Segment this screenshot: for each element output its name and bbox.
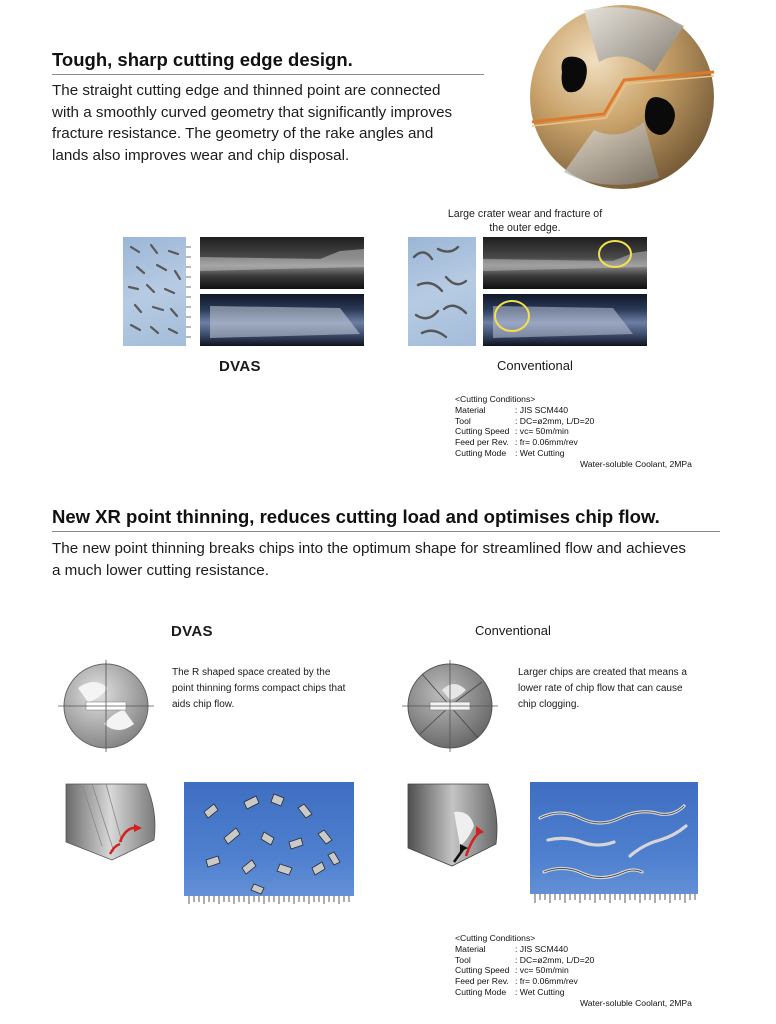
cutting-edge-description (52, 80, 492, 166)
text-line: aids chip flow. (172, 699, 235, 710)
condition-key (455, 998, 515, 1009)
condition-key: Tool (455, 415, 471, 426)
conditions-title: <Cutting Conditions> (455, 933, 536, 943)
condition-value: : JIS SCM440 (515, 943, 569, 954)
drill-end-view-image (524, 2, 720, 192)
text-line: lands also improves wear and chip disposal. (52, 146, 350, 164)
conventional-large-chips-photo (530, 782, 698, 908)
text-line: a much lower cutting resistance. (52, 561, 269, 579)
conventional-drill-side-view (404, 782, 500, 868)
condition-key: Material (455, 943, 486, 954)
text-line: The R shaped space created by the (172, 667, 331, 678)
condition-key (455, 459, 515, 470)
dvas-chip-description (172, 665, 372, 713)
cutting-conditions-table (455, 394, 692, 470)
condition-row (455, 976, 692, 987)
condition-key: Feed per Rev. (455, 976, 509, 987)
dvas-drill-side-view (62, 782, 158, 862)
dvas-edge-photo-bottom (200, 294, 364, 346)
heading-divider (52, 74, 484, 75)
condition-row (455, 987, 692, 998)
dvas-edge-photo-top (200, 237, 364, 289)
text-line: Larger chips are created that means a (518, 667, 687, 678)
cutting-conditions-table (455, 933, 692, 1009)
condition-value: : vc= 50m/min (515, 965, 569, 976)
condition-value: : vc= 50m/min (515, 426, 569, 437)
text-line: fracture resistance. The geometry of the rake angles and (52, 125, 434, 142)
conventional-edge-photo-bottom (483, 294, 647, 346)
dvas-chips-photo (123, 237, 191, 346)
conventional-chips-photo (408, 237, 476, 346)
text-line: the outer edge. (489, 222, 561, 234)
condition-key: Cutting Mode (455, 986, 507, 997)
condition-key: Feed per Rev. (455, 437, 509, 448)
dvas-compact-chips-photo (184, 782, 354, 908)
condition-value: : fr= 0.06mm/rev (515, 437, 578, 448)
condition-value: : DC=ø2mm, L/D=20 (515, 415, 595, 426)
condition-row (455, 965, 692, 976)
condition-key: Material (455, 404, 486, 415)
condition-value: : JIS SCM440 (515, 404, 569, 415)
label-conventional: Conventional (475, 623, 551, 638)
condition-value: : DC=ø2mm, L/D=20 (515, 954, 595, 965)
condition-key: Cutting Mode (455, 447, 507, 458)
condition-row (455, 416, 692, 427)
condition-value: Water-soluble Coolant, 2MPa (580, 997, 692, 1008)
condition-row (455, 998, 692, 1009)
condition-value: : Wet Cutting (515, 447, 565, 458)
conventional-point-diagram (402, 660, 498, 752)
wear-callout (430, 207, 620, 235)
text-line: The straight cutting edge and thinned point are connected (52, 82, 441, 99)
condition-row (455, 405, 692, 416)
xr-thinning-description (52, 538, 742, 581)
heading-divider (52, 531, 720, 532)
conditions-title: <Cutting Conditions> (455, 394, 536, 404)
text-line: point thinning forms compact chips that (172, 683, 346, 694)
condition-value: : Wet Cutting (515, 986, 565, 997)
dvas-point-thinning-diagram (58, 660, 154, 752)
condition-row (455, 448, 692, 459)
condition-key: Tool (455, 954, 471, 965)
conventional-chip-description (518, 665, 718, 713)
condition-row (455, 437, 692, 448)
label-conventional: Conventional (497, 358, 573, 373)
text-line: with a smoothly curved geometry that significantly improves (52, 103, 453, 121)
text-line: lower rate of chip flow that can cause (518, 683, 683, 694)
section-heading-xr-thinning: New XR point thinning, reduces cutting load and optimises chip flow. (52, 506, 660, 527)
text-line: The new point thinning breaks chips into the optimum shape for streamlined flow and achieves (52, 540, 687, 557)
condition-value: : fr= 0.06mm/rev (515, 976, 578, 987)
condition-key: Cutting Speed (455, 426, 510, 437)
label-dvas: DVAS (219, 358, 261, 375)
condition-key: Cutting Speed (455, 965, 510, 976)
conventional-edge-photo-top (483, 237, 647, 289)
condition-row (455, 955, 692, 966)
condition-row (455, 459, 692, 470)
condition-row (455, 944, 692, 955)
text-line: chip clogging. (518, 699, 580, 710)
condition-row (455, 426, 692, 437)
condition-value: Water-soluble Coolant, 2MPa (580, 458, 692, 469)
label-dvas: DVAS (171, 623, 213, 640)
section-heading-cutting-edge: Tough, sharp cutting edge design. (52, 49, 353, 70)
text-line: Large crater wear and fracture of (447, 208, 603, 220)
